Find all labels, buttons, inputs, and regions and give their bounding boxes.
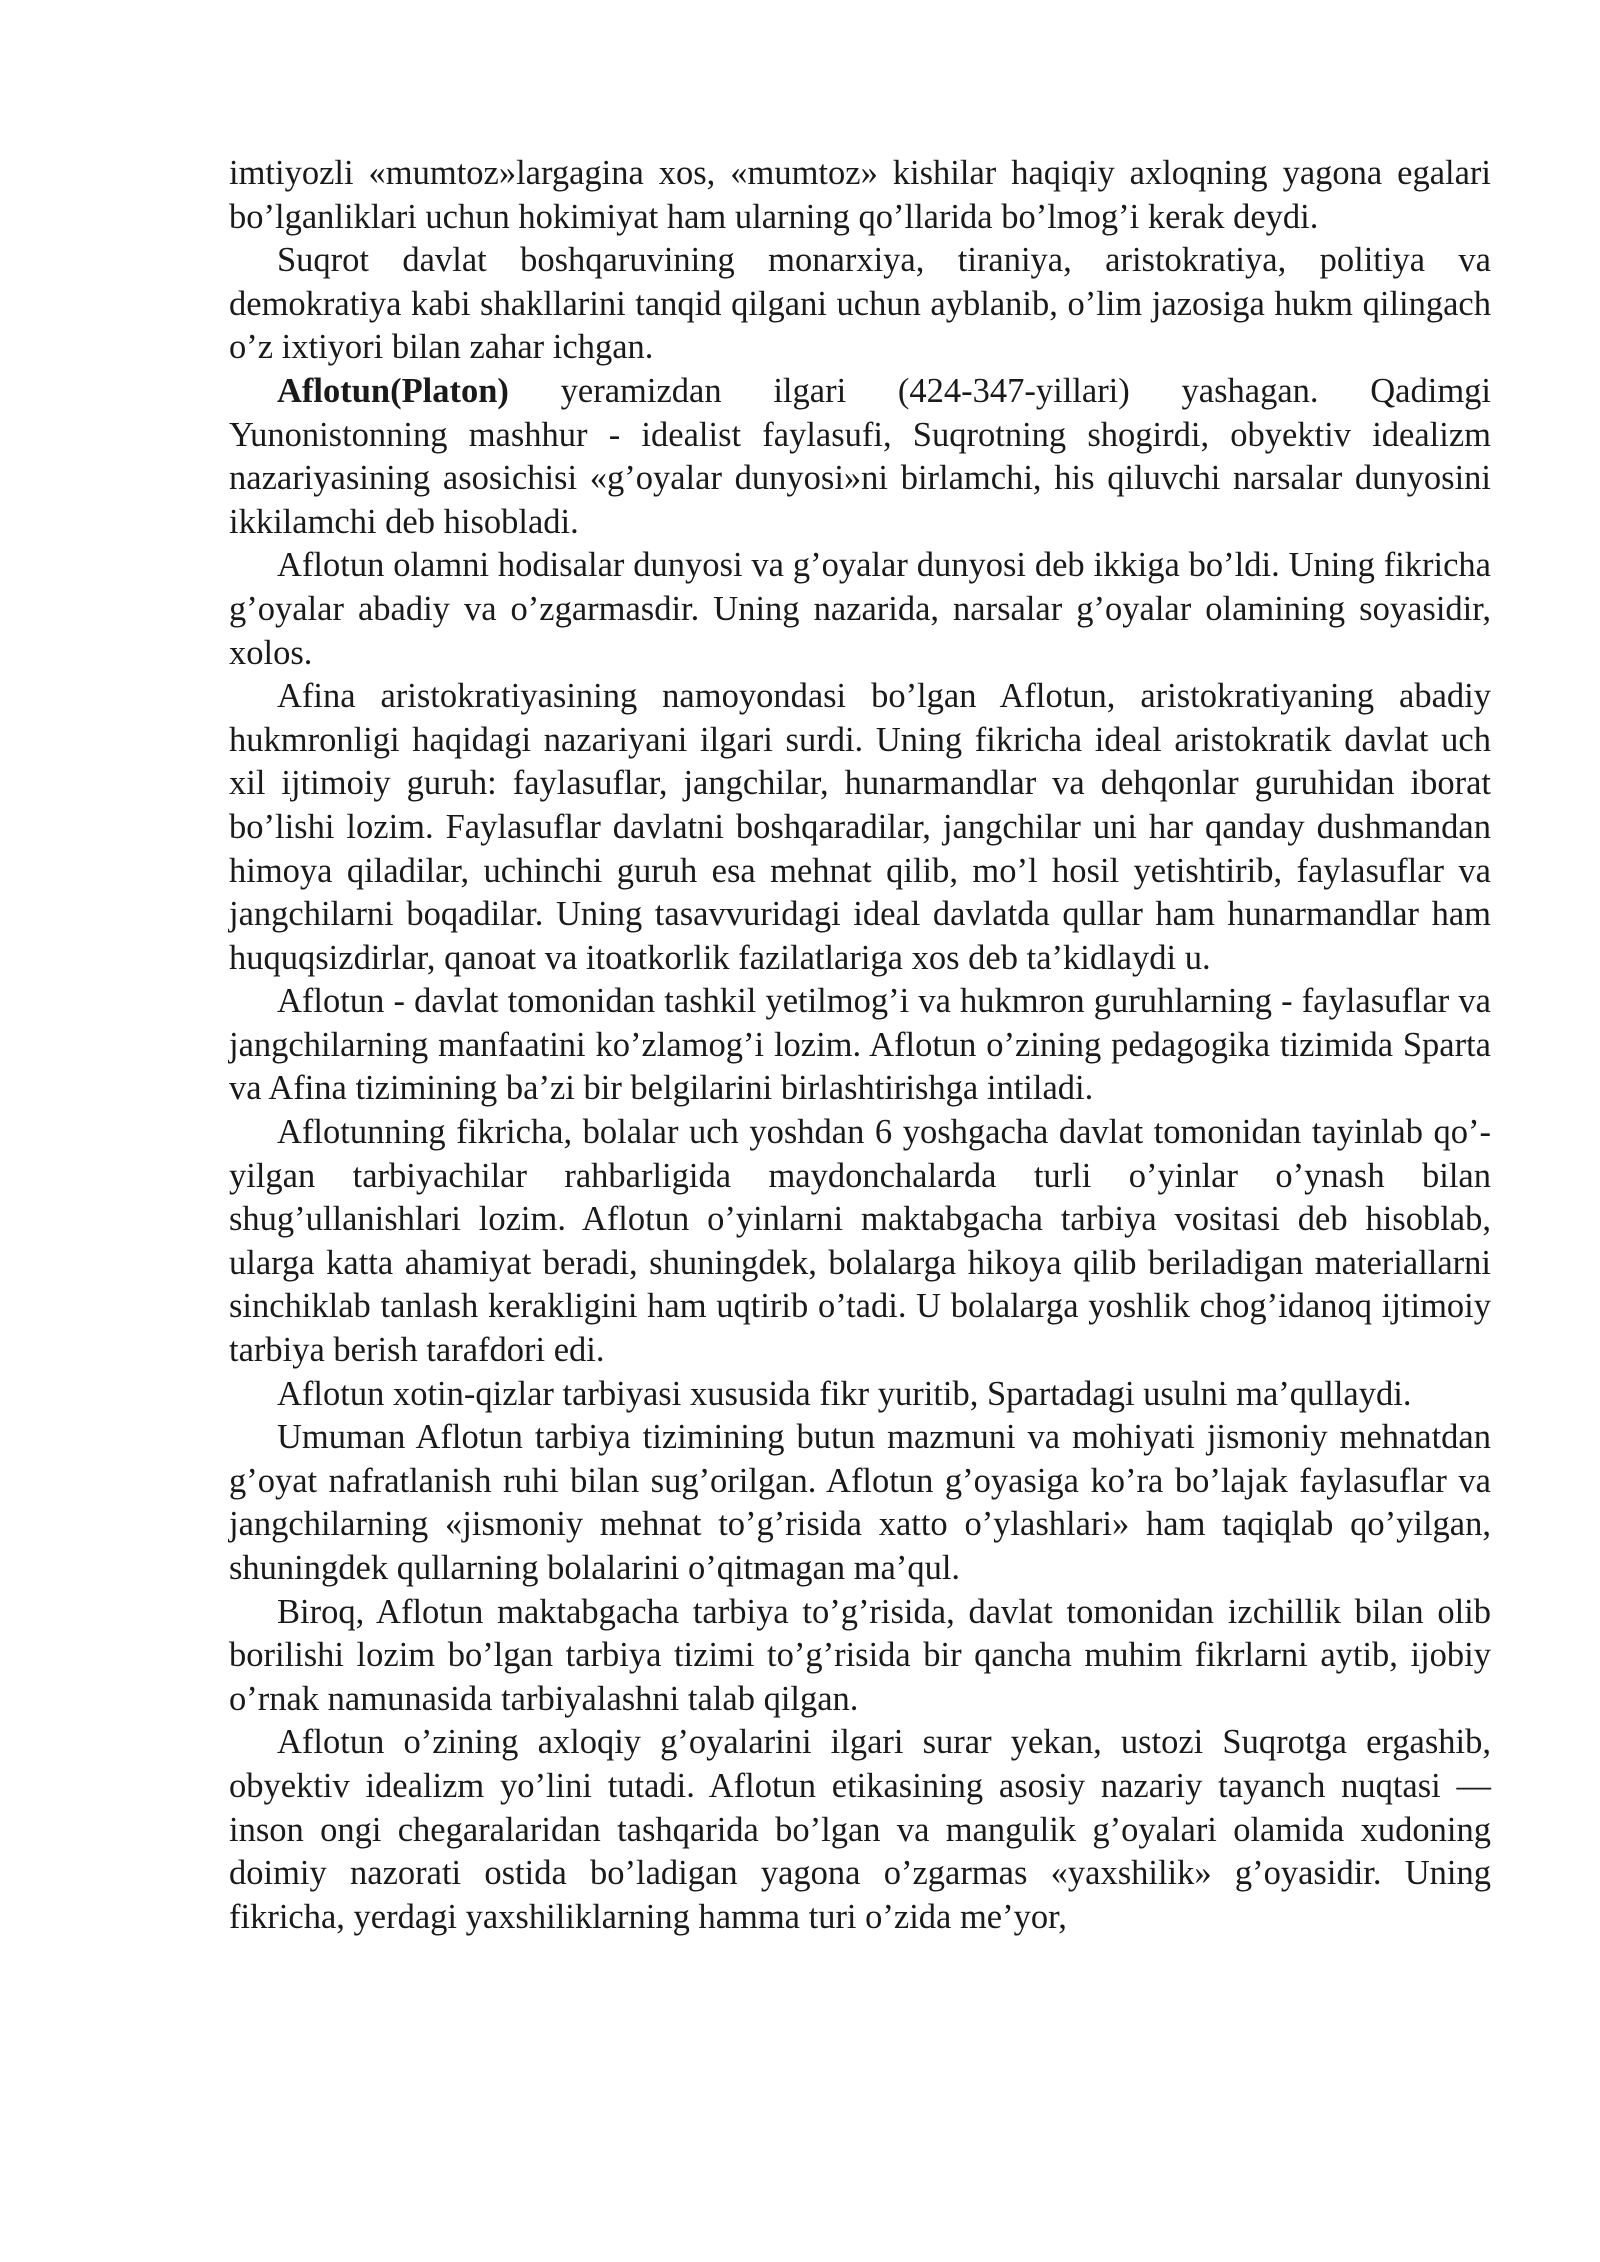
paragraph-10-text: Biroq, Aflotun maktabgacha tarbiya to’g’risida, davlat tomonidan izchillik bilan olib borilishi lozim bo’lgan tarbiya tizimi to’g’risida bir qancha muhim fikrlarni aytib, ijobiy o’rnak namunasida tarbiyalashni talab qilgan. — [229, 1592, 1491, 1718]
paragraph-5-text: Afina aristokratiyasining namoyondasi bo’lgan Aflotun, aristokratiyaning abadiy hukmronligi haqidagi nazariyani ilgari surdi. Uning fikricha ideal aristokratik davlat uch xil ijtimoiy guruh: faylasuflar, jangchilar, hunarmandlar va dehqonlar guruhidan iborat bo’lishi lozim. Faylasuflar davlatni boshqaradilar, jangchilar uni har qanday dushmandan himoya qiladilar, uchinchi guruh esa mehnat qilib, mo’l hosil yetishtirib, faylasuflar va jangchilarni boqadilar. Uning tasavvuridagi ideal davlatda qullar ham hunarmandlar ham huquqsizdirlar, qanoat va itoatkorlik fazilatlariga xos deb ta’kidlaydi u. — [229, 677, 1491, 977]
paragraph-4 — [229, 544, 1491, 675]
paragraph-5 — [229, 675, 1491, 980]
paragraph-9-text: Umuman Aflotun tarbiya tizimining butun mazmuni va mohiyati jismoniy mehnatdan g’oyat nafratlanish ruhi bilan sug’orilgan. Aflotun g’oyasiga ko’ra bo’lajak faylasuflar va jangchilarning «jismoniy mehnat to’g’risida xatto o’ylashlari» ham taqiqlab qo’yilgan, shuningdek qullarning bolalarini o’qitmagan ma’qul. — [229, 1418, 1491, 1587]
paragraph-7 — [229, 1111, 1491, 1373]
paragraph-3 — [229, 370, 1491, 544]
paragraph-1-text: imtiyozli «mumtoz»largagina xos, «mumtoz» kishilar haqiqiy axloqning yagona egalari bo’lganliklari uchun hokimiyat ham ularning qo’llarida bo’lmog’i kerak deydi. — [229, 154, 1491, 236]
paragraph-7-text: Aflotunning fikricha, bolalar uch yoshdan 6 yoshgacha davlat tomonidan tayinlab qo’-yilgan tarbiyachilar rahbarligida maydonchalarda turli o’yinlar o’ynash bilan shug’ullanishlari lozim. Aflotun o’yinlarni maktabgacha tarbiya vositasi deb hisoblab, ularga katta ahamiyat beradi, shuningdek, bolalarga hikoya qilib beriladigan materiallarni sinchiklab tanlash kerakligini ham uqtirib o’tadi. U bolalarga yoshlik chog’idanoq ijtimoiy tarbiya berish tarafdori edi. — [229, 1113, 1491, 1370]
paragraph-2 — [229, 239, 1491, 370]
paragraph-4-text: Aflotun olamni hodisalar dunyosi va g’oyalar dunyosi deb ikkiga bo’ldi. Uning fikricha g’oyalar abadiy va o’zgarmasdir. Uning nazarida, narsalar g’oyalar olamining soyasidir, xolos. — [229, 546, 1491, 672]
paragraph-11 — [229, 1721, 1491, 1939]
paragraph-11-text: Aflotun o’zining axloqiy g’oyalarini ilgari surar yekan, ustozi Suqrotga ergashib, obyektiv idealizm yo’lini tutadi. Aflotun etikasining asosiy nazariy tayanch nuqtasi — inson ongi chegaralaridan tashqarida bo’lgan va mangulik g’oyalari olamida xudoning doimiy nazorati ostida bo’ladigan yagona o’zgarmas «yaxshilik» g’oyasidir. Uning fikricha, yerdagi yaxshiliklarning hamma turi o’zida me’yor, — [229, 1723, 1491, 1936]
paragraph-2-text: Suqrot davlat boshqaruvining monarxiya, tiraniya, aristokratiya, politiya va demokratiya kabi shakllarini tanqid qilgani uchun ayblanib, o’lim jazosiga hukm qilingach o’z ixtiyori bilan zahar ichgan. — [229, 241, 1491, 367]
paragraph-3-bold-lead: Aflotun(Platon) — [277, 371, 509, 410]
document-page — [229, 152, 1491, 1939]
paragraph-8-text: Aflotun xotin-qizlar tarbiyasi xususida fikr yuritib, Spartadagi usulni ma’qullaydi. — [277, 1374, 1412, 1413]
paragraph-6-text: Aflotun - davlat tomonidan tashkil yetilmog’i va hukmron guruhlarning - faylasuflar va jangchilarning manfaatini ko’zlamog’i lozim. Aflotun o’zining pedagogika tizimida Sparta va Afina tizimining ba’zi bir belgilarini birlashtirishga intiladi. — [229, 982, 1491, 1108]
paragraph-10 — [229, 1591, 1491, 1722]
paragraph-3-text: yeramizdan ilgari (424-347-yillari) yashagan. Qadimgi Yunonistonning mashhur - idealist faylasufi, Suqrotning shogirdi, obyektiv idealizm nazariyasining asosichisi «g’oyalar dunyosi»ni birlamchi, his qiluvchi narsalar dunyosini ikkilamchi deb hisobladi. — [229, 371, 1491, 541]
paragraph-6 — [229, 980, 1491, 1111]
paragraph-8 — [229, 1373, 1491, 1417]
paragraph-1 — [229, 152, 1491, 239]
paragraph-9 — [229, 1416, 1491, 1590]
